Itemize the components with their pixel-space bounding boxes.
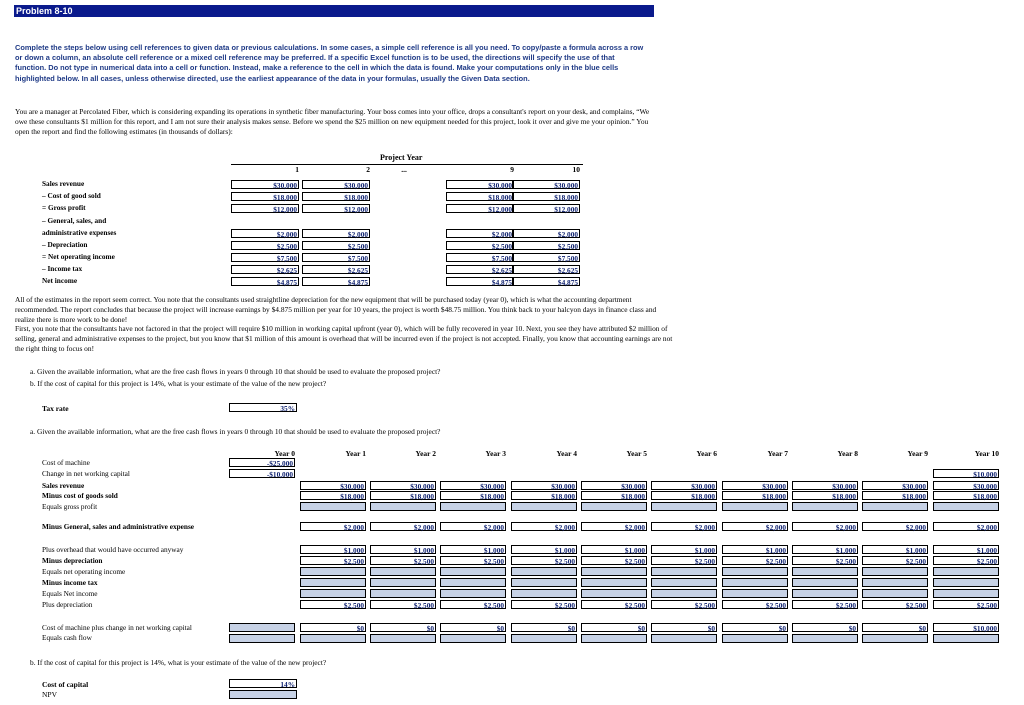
sales-cell: $30,000	[651, 481, 717, 490]
report-row-label: Net income	[42, 276, 78, 285]
report-row-label: – Income tax	[42, 264, 83, 273]
net-income-input[interactable]	[651, 589, 717, 598]
report-value-cell: $2,500	[512, 241, 580, 250]
year-header: Year 10	[974, 449, 999, 458]
capex-nwc-cell: $0	[651, 623, 717, 632]
overhead-cell: $1,000	[792, 545, 858, 554]
report-value-cell: $2,625	[512, 265, 580, 274]
cogs-cell: $18,000	[722, 491, 788, 500]
sga-cell: $2,000	[370, 522, 436, 531]
cogs-cell: $18,000	[651, 491, 717, 500]
overhead-cell: $1,000	[722, 545, 788, 554]
gross-profit-input[interactable]	[511, 502, 577, 511]
row-label-sales: Sales revenue	[42, 481, 85, 490]
report-value-cell: $12,000	[446, 204, 514, 213]
capex-nwc-cell: $10,000	[933, 623, 999, 632]
cash-flow-input[interactable]	[862, 634, 928, 643]
gross-profit-input[interactable]	[581, 502, 647, 511]
sales-cell: $30,000	[933, 481, 999, 490]
year-header: Year 0	[274, 449, 295, 458]
plus-depreciation-cell: $2,500	[370, 600, 436, 609]
cogs-cell: $18,000	[862, 491, 928, 500]
depreciation-cell: $2,500	[300, 556, 366, 565]
report-value-cell: $4,875	[231, 277, 299, 286]
row-label-tax: Minus income tax	[42, 578, 98, 587]
noi-input[interactable]	[440, 567, 506, 576]
report-value-cell: $2,500	[446, 241, 514, 250]
gross-profit-input[interactable]	[440, 502, 506, 511]
plus-depreciation-cell: $2,500	[651, 600, 717, 609]
sales-cell: $30,000	[862, 481, 928, 490]
depreciation-cell: $2,500	[370, 556, 436, 565]
noi-input[interactable]	[581, 567, 647, 576]
overhead-cell: $1,000	[862, 545, 928, 554]
net-income-input[interactable]	[862, 589, 928, 598]
gross-profit-input[interactable]	[933, 502, 999, 511]
noi-input[interactable]	[511, 567, 577, 576]
net-income-input[interactable]	[300, 589, 366, 598]
gross-profit-input[interactable]	[792, 502, 858, 511]
report-year-header: 1	[295, 165, 299, 174]
report-value-cell: $30,000	[231, 180, 299, 189]
cash-flow-input[interactable]	[229, 634, 295, 643]
income-tax-input[interactable]	[862, 578, 928, 587]
net-income-input[interactable]	[511, 589, 577, 598]
year-header: Year 1	[345, 449, 366, 458]
year0-cost-machine: -$25,000	[229, 458, 295, 467]
paragraph-three: First, you note that the consultants have not factored in that the project will require $10 million in working capital upfront (year 0), which will be fully recovered in year 10. Next, you see they have attributed $2 million of selling, general and administrative expenses to the project, but you know that $1 million of this amount is overhead that will be incurred even if the project is not accepted. Finally, you know that accounting earnings are not the right thing to focus on!	[15, 324, 673, 353]
overhead-cell: $1,000	[651, 545, 717, 554]
cash-flow-input[interactable]	[511, 634, 577, 643]
sales-cell: $30,000	[511, 481, 577, 490]
gross-profit-input[interactable]	[370, 502, 436, 511]
row-label-noi: Equals net operating income	[42, 567, 126, 576]
report-value-cell: $2,000	[231, 229, 299, 238]
cash-flow-input[interactable]	[581, 634, 647, 643]
report-row-label: – Depreciation	[42, 240, 88, 249]
cogs-cell: $18,000	[581, 491, 647, 500]
plus-depreciation-cell: $2,500	[300, 600, 366, 609]
row-label-nwc: Change in net working capital	[42, 469, 130, 478]
row-label-gross: Equals gross profit	[42, 502, 98, 511]
problem-title: Problem 8-10	[14, 5, 654, 17]
report-value-cell: $2,000	[512, 229, 580, 238]
report-value-cell: $2,625	[231, 265, 299, 274]
report-row-label: = Net operating income	[42, 252, 115, 261]
report-value-cell: $12,000	[231, 204, 299, 213]
cogs-cell: $18,000	[440, 491, 506, 500]
cost-of-capital-value[interactable]: 14%	[229, 679, 297, 688]
report-value-cell: $18,000	[512, 192, 580, 201]
cash-flow-input[interactable]	[933, 634, 999, 643]
plus-depreciation-cell: $2,500	[792, 600, 858, 609]
noi-input[interactable]	[862, 567, 928, 576]
sga-cell: $2,000	[862, 522, 928, 531]
report-value-cell: $4,875	[446, 277, 514, 286]
income-tax-input[interactable]	[581, 578, 647, 587]
noi-input[interactable]	[933, 567, 999, 576]
report-year-header: 2	[366, 165, 370, 174]
depreciation-cell: $2,500	[440, 556, 506, 565]
year10-nwc: $10,000	[933, 469, 999, 478]
sga-cell: $2,000	[511, 522, 577, 531]
report-value-cell: $2,625	[446, 265, 514, 274]
section-b-question: b. If the cost of capital for this project is 14%, what is your estimate of the value of the new project?	[30, 658, 327, 667]
capex-nwc-cell: $0	[862, 623, 928, 632]
capex-nwc-cell: $0	[300, 623, 366, 632]
overhead-cell: $1,000	[300, 545, 366, 554]
report-value-cell: $18,000	[302, 192, 370, 201]
report-value-cell: $2,000	[446, 229, 514, 238]
row-label-capex-nwc: Cost of machine plus change in net working capital	[42, 623, 192, 632]
row-label-dep: Minus depreciation	[42, 556, 103, 565]
year-header: Year 2	[415, 449, 436, 458]
year-header: Year 9	[907, 449, 928, 458]
instructions: Complete the steps below using cell references to given data or previous calculations. In some cases, a simple cell reference is all you need. To copy/paste a formula across a row or down a column, an absolute cell reference or a mixed cell reference may be preferred. If a specific Excel function is to be used, the directions will specify the use of that function. Do not type in numerical data into a cell or function. Instead, make a reference to the cell in which the data is found. Make your computations only in the blue cells highlighted below. In all cases, unless otherwise directed, use the earliest appearance of the data in your formulas, usually the Given Data section.	[15, 43, 644, 83]
plus-depreciation-cell: $2,500	[722, 600, 788, 609]
gross-profit-input[interactable]	[722, 502, 788, 511]
row-label-overhead: Plus overhead that would have occurred anyway	[42, 545, 184, 554]
report-value-cell: $7,500	[302, 253, 370, 262]
year0-nwc: -$10,000	[229, 469, 295, 478]
net-income-input[interactable]	[581, 589, 647, 598]
report-value-cell: $12,000	[512, 204, 580, 213]
year-header: Year 3	[485, 449, 506, 458]
capex-nwc-cell: $0	[370, 623, 436, 632]
report-row-label: – Cost of good sold	[42, 191, 101, 200]
report-value-cell: $2,625	[302, 265, 370, 274]
row-label-ni: Equals Net income	[42, 589, 98, 598]
overhead-cell: $1,000	[440, 545, 506, 554]
cash-flow-input[interactable]	[792, 634, 858, 643]
report-value-cell: $7,500	[446, 253, 514, 262]
cogs-cell: $18,000	[792, 491, 858, 500]
gross-profit-input[interactable]	[651, 502, 717, 511]
cash-flow-input[interactable]	[722, 634, 788, 643]
capex-nwc-cell: $0	[722, 623, 788, 632]
income-tax-input[interactable]	[440, 578, 506, 587]
section-a-question: a. Given the available information, what are the free cash flows in years 0 through 10 that should be used to evaluate the proposed project?	[30, 427, 441, 436]
year-header: Year 5	[626, 449, 647, 458]
income-tax-input[interactable]	[651, 578, 717, 587]
capex-nwc-cell: $0	[440, 623, 506, 632]
report-value-cell: $18,000	[231, 192, 299, 201]
npv-input-cell[interactable]	[229, 690, 297, 699]
overhead-cell: $1,000	[581, 545, 647, 554]
noi-input[interactable]	[370, 567, 436, 576]
plus-depreciation-cell: $2,500	[440, 600, 506, 609]
report-year-header: 10	[572, 165, 580, 174]
report-header: Project Year	[380, 153, 423, 162]
sales-cell: $30,000	[370, 481, 436, 490]
sales-cell: $30,000	[300, 481, 366, 490]
sales-cell: $30,000	[792, 481, 858, 490]
plus-depreciation-cell: $2,500	[511, 600, 577, 609]
capex-nwc-cell: $0	[511, 623, 577, 632]
report-value-cell: $18,000	[446, 192, 514, 201]
year-header: Year 7	[767, 449, 788, 458]
report-value-cell: $30,000	[302, 180, 370, 189]
report-value-cell: $2,500	[231, 241, 299, 250]
overhead-cell: $1,000	[933, 545, 999, 554]
plus-depreciation-cell: $2,500	[862, 600, 928, 609]
row-label-cf: Equals cash flow	[42, 633, 92, 642]
depreciation-cell: $2,500	[511, 556, 577, 565]
noi-input[interactable]	[651, 567, 717, 576]
income-tax-input[interactable]	[370, 578, 436, 587]
report-row-label: – General, sales, and	[42, 216, 107, 225]
sales-cell: $30,000	[440, 481, 506, 490]
plus-depreciation-cell: $2,500	[581, 600, 647, 609]
year0-capex-nwc-input[interactable]	[229, 623, 295, 632]
intro-paragraph: You are a manager at Percolated Fiber, which is considering expanding its operations in synthetic fiber manufacturing. Your boss comes into your office, drops a consultant's report on your desk, and complains, “We owe these consultants $1 million for this report, and I am not sure their analysis makes sense. Before we spend the $25 million on new equipment needed for this project, look it over and give me your opinion.” You open the report and find the following estimates (in thousands of dollars):	[15, 107, 650, 136]
sga-cell: $2,000	[651, 522, 717, 531]
report-year-header: 9	[510, 165, 514, 174]
report-row-label: administrative expenses	[42, 228, 117, 237]
depreciation-cell: $2,500	[651, 556, 717, 565]
sga-cell: $2,000	[792, 522, 858, 531]
row-label-sga: Minus General, sales and administrative expense	[42, 522, 195, 531]
cogs-cell: $18,000	[933, 491, 999, 500]
report-value-cell: $4,875	[302, 277, 370, 286]
plus-depreciation-cell: $2,500	[933, 600, 999, 609]
income-tax-input[interactable]	[933, 578, 999, 587]
income-tax-input[interactable]	[300, 578, 366, 587]
depreciation-cell: $2,500	[792, 556, 858, 565]
report-value-cell: $2,500	[302, 241, 370, 250]
cash-flow-input[interactable]	[440, 634, 506, 643]
tax-rate-value[interactable]: 35%	[229, 403, 297, 412]
cogs-cell: $18,000	[511, 491, 577, 500]
noi-input[interactable]	[792, 567, 858, 576]
overhead-cell: $1,000	[511, 545, 577, 554]
gross-profit-input[interactable]	[862, 502, 928, 511]
report-row-label: Sales revenue	[42, 179, 85, 188]
report-value-cell: $12,000	[302, 204, 370, 213]
depreciation-cell: $2,500	[722, 556, 788, 565]
row-label-cogs: Minus cost of goods sold	[42, 491, 118, 500]
depreciation-cell: $2,500	[933, 556, 999, 565]
net-income-input[interactable]	[722, 589, 788, 598]
cogs-cell: $18,000	[300, 491, 366, 500]
npv-label: NPV	[42, 690, 58, 699]
sales-cell: $30,000	[581, 481, 647, 490]
net-income-input[interactable]	[933, 589, 999, 598]
depreciation-cell: $2,500	[862, 556, 928, 565]
capex-nwc-cell: $0	[581, 623, 647, 632]
year-header: Year 6	[696, 449, 717, 458]
income-tax-input[interactable]	[722, 578, 788, 587]
paragraph-two: All of the estimates in the report seem correct. You note that the consultants used straightline depreciation for the new equipment that will be purchased today (year 0), which is what the accounting department recommended. The report concludes that because the project will increase earnings by $4.875 million per year for 10 years, the project is worth $48.75 million. You think back to your halcyon days in finance class and realize there is more work to be done!	[15, 295, 657, 324]
report-value-cell: $7,500	[512, 253, 580, 262]
tax-rate-label: Tax rate	[42, 404, 69, 413]
year-header: Year 8	[837, 449, 858, 458]
sga-cell: $2,000	[440, 522, 506, 531]
report-value-cell: $7,500	[231, 253, 299, 262]
report-value-cell: $4,875	[512, 277, 580, 286]
cash-flow-input[interactable]	[651, 634, 717, 643]
report-value-cell: $30,000	[446, 180, 514, 189]
report-value-cell: $30,000	[512, 180, 580, 189]
year-header: Year 4	[556, 449, 577, 458]
noi-input[interactable]	[722, 567, 788, 576]
overhead-cell: $1,000	[370, 545, 436, 554]
capex-nwc-cell: $0	[792, 623, 858, 632]
income-tax-input[interactable]	[792, 578, 858, 587]
sga-cell: $2,000	[581, 522, 647, 531]
income-tax-input[interactable]	[511, 578, 577, 587]
depreciation-cell: $2,500	[581, 556, 647, 565]
cost-of-capital-label: Cost of capital	[42, 680, 89, 689]
net-income-input[interactable]	[440, 589, 506, 598]
cash-flow-input[interactable]	[370, 634, 436, 643]
net-income-input[interactable]	[370, 589, 436, 598]
question-b: b. If the cost of capital for this project is 14%, what is your estimate of the value of the new project?	[30, 379, 327, 388]
sga-cell: $2,000	[300, 522, 366, 531]
noi-input[interactable]	[300, 567, 366, 576]
row-label-plusdep: Plus depreciation	[42, 600, 93, 609]
report-value-cell: $2,000	[302, 229, 370, 238]
cogs-cell: $18,000	[370, 491, 436, 500]
sga-cell: $2,000	[933, 522, 999, 531]
report-year-header: ...	[401, 165, 407, 174]
net-income-input[interactable]	[792, 589, 858, 598]
report-row-label: = Gross profit	[42, 203, 86, 212]
question-a: a. Given the available information, what are the free cash flows in years 0 through 10 that should be used to evaluate the proposed project?	[30, 367, 441, 376]
gross-profit-input[interactable]	[300, 502, 366, 511]
sga-cell: $2,000	[722, 522, 788, 531]
cash-flow-input[interactable]	[300, 634, 366, 643]
sales-cell: $30,000	[722, 481, 788, 490]
row-label-cost-machine: Cost of machine	[42, 458, 90, 467]
